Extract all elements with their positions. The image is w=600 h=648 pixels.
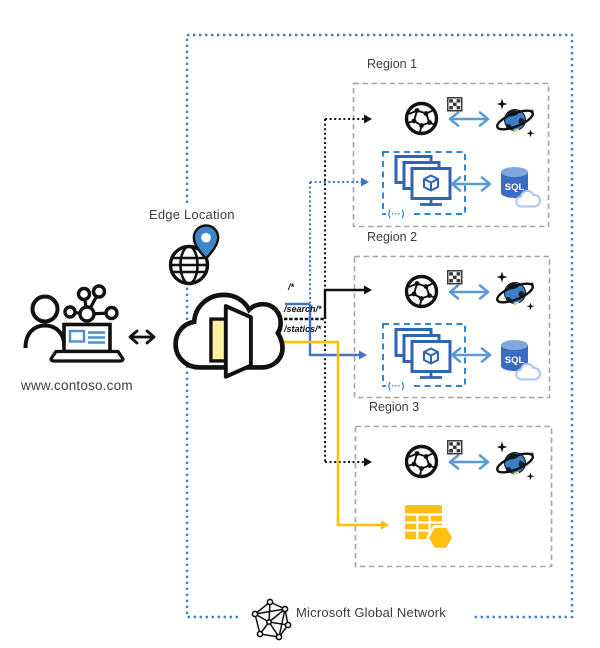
users-laptop-icon xyxy=(26,286,124,361)
region3-web-globe-icon xyxy=(407,447,437,477)
route-label-root: /* xyxy=(288,282,295,292)
route-label-statics: /statics/* xyxy=(284,324,322,334)
region-2-title: Region 2 xyxy=(367,230,418,244)
region2-web-globe-icon xyxy=(407,277,437,307)
region1-web-globe-icon xyxy=(407,104,437,134)
globe-pin-icon xyxy=(171,226,219,284)
region-1-title: Region 1 xyxy=(367,57,418,71)
global-network-label: Microsoft Global Network xyxy=(296,605,447,620)
region2-checkered-icon xyxy=(448,271,462,284)
cloud-door-icon xyxy=(176,295,283,377)
edge-location-label: Edge Location xyxy=(149,207,235,222)
region-3-title: Region 3 xyxy=(369,400,420,414)
region1-checkered-icon xyxy=(448,98,462,111)
region3-checkered-icon xyxy=(448,441,462,454)
network-mesh-icon xyxy=(252,599,290,639)
diagram-canvas-svg: SQL ⟨···⟩ xyxy=(0,0,600,648)
route-label-search: /search/* xyxy=(284,304,322,314)
client-domain-label: www.contoso.com xyxy=(21,378,133,393)
double-arrow-black-icon xyxy=(130,331,154,343)
